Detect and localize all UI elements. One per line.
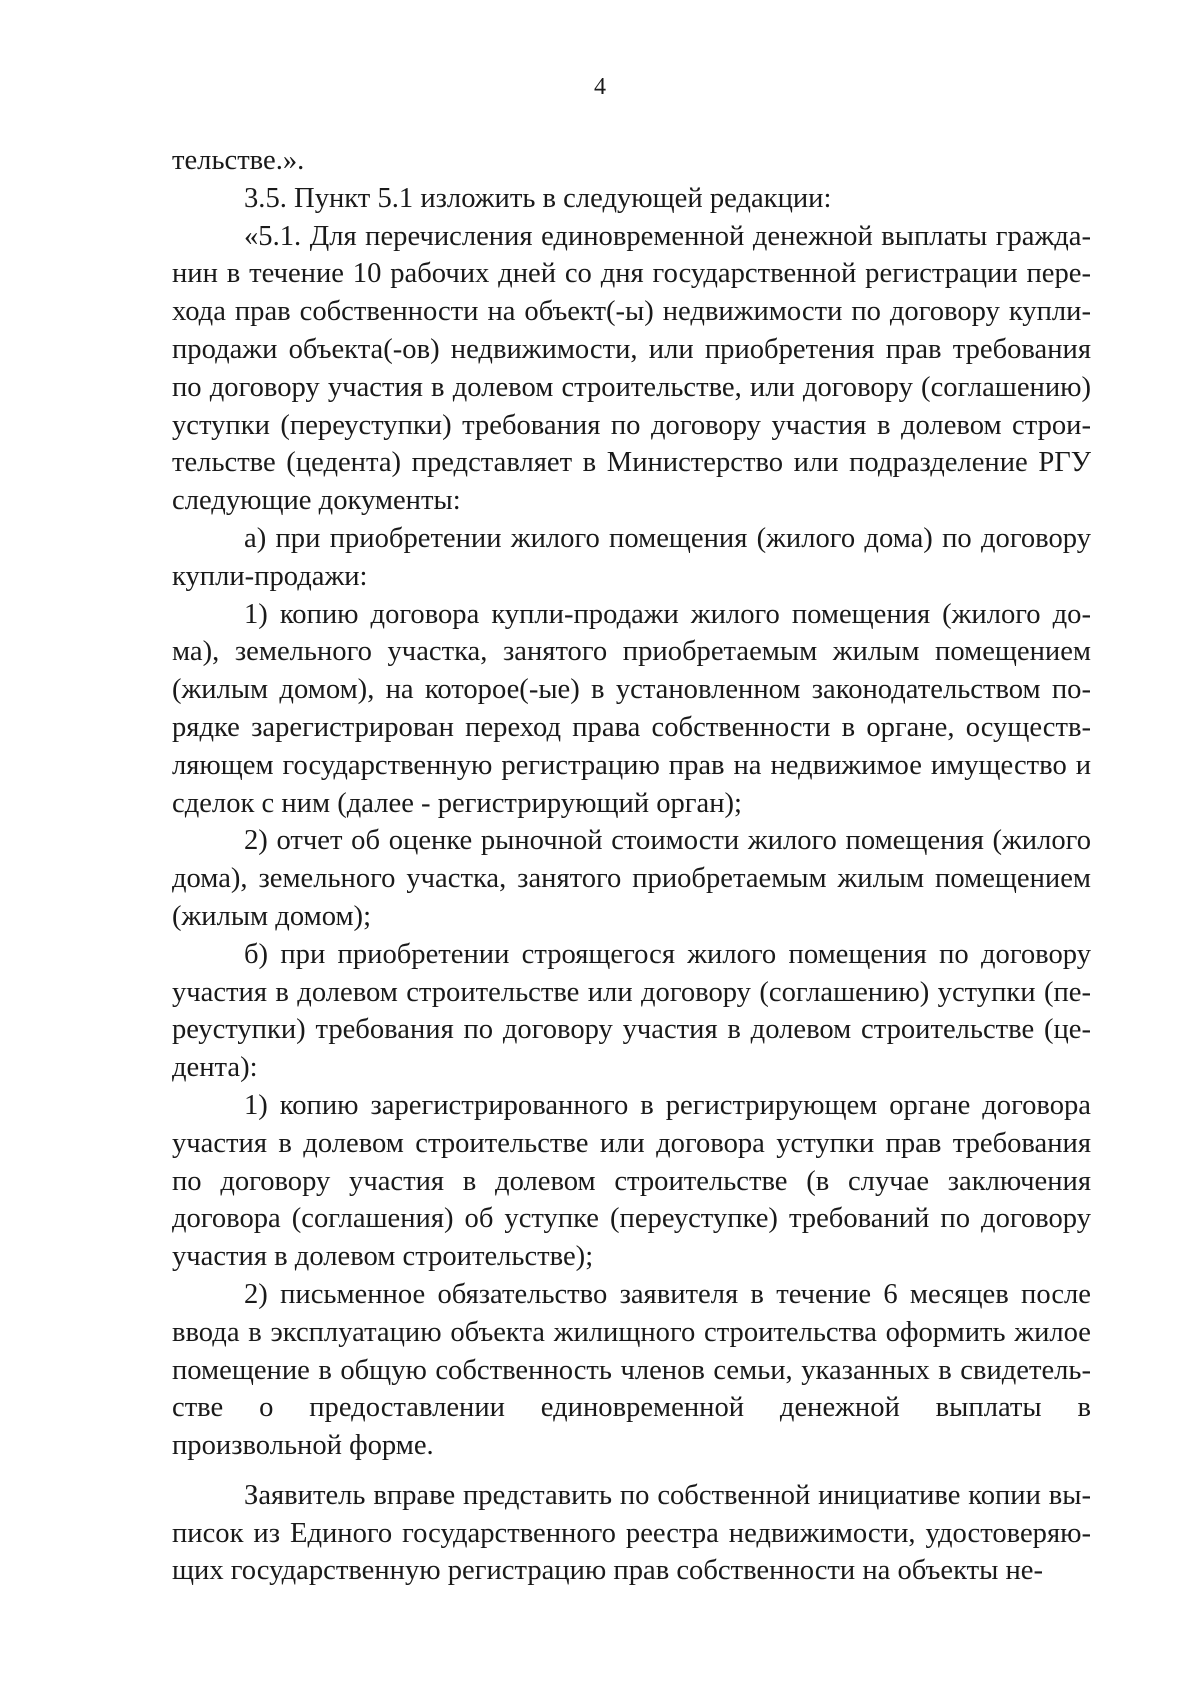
paragraph-subclause-a-1: 1) копию договора купли-продажи жилого помещения (жилого до- ма), земельного участка, занятого приобретаемым жилым помещением (жилым домом), на которое(-ые) в установленном законодательством по- рядке зарегистрирован переход права собственности в органе, осуществ- ляющем государственную регистрацию прав на недвижимое имущество и сделок с ним (далее - регистрирующий орган);	[172, 598, 1091, 819]
paragraph-subclause-b-1: 1) копию зарегистрированного в регистрирующем органе договора участия в долевом строительстве или договора уступки прав требования по договору участия в долевом строительстве (в случае заключения договора (соглашения) об уступке (переуступке) требований по договору участия в долевом строительстве);	[172, 1089, 1091, 1273]
paragraph-subclause-a: а) при приобретении жилого помещения (жилого дома) по договору купли-продажи:	[172, 522, 1091, 592]
paragraph-amendment-heading: 3.5. Пункт 5.1 изложить в следующей редакции:	[244, 182, 832, 214]
paragraph-clause-5-1: «5.1. Для перечисления единовременной денежной выплаты граждa- нин в течение 10 рабочих дней со дня государственной регистрации пере- хода прав собственности на объект(-ы) недвижимости по договору купли- продажи объекта(-ов) недвижимости, или приобретения прав требования по договору участия в долевом строительстве, или договору (соглашению) уступки (переуступки) требования по договору участия в долевом строи- тельстве (цедента) представляет в Министерство или подразделение РГУ следующие документы:	[172, 220, 1091, 517]
document-body	[172, 142, 1091, 1590]
paragraph-subclause-b-2: 2) письменное обязательство заявителя в течение 6 месяцев после ввода в эксплуатацию объекта жилищного строительства оформить жилое помещение в общую собственность членов семьи, указанных в свидетель- стве о предоставлении единовременной денежной выплаты в произвольной форме.	[172, 1278, 1091, 1462]
paragraph-subclause-b: б) при приобретении строящегося жилого помещения по договору участия в долевом строительстве или договору (соглашению) уступки (пе- реуступки) требования по договору участия в долевом строительстве (це- дента):	[172, 938, 1091, 1084]
page-number: 4	[594, 74, 606, 100]
paragraph-subclause-a-2: 2) отчет об оценке рыночной стоимости жилого помещения (жилого дома), земельного участка, занятого приобретаемым жилым помещением (жилым домом);	[172, 825, 1091, 932]
paragraph-applicant-right: Заявитель вправе представить по собственной инициативе копии вы- писок из Единого государственного реестра недвижимости, удостоверяю- щих государственную регистрацию прав собственности на объекты не-	[172, 1479, 1091, 1587]
paragraph-continuation: тельстве.».	[172, 145, 305, 176]
